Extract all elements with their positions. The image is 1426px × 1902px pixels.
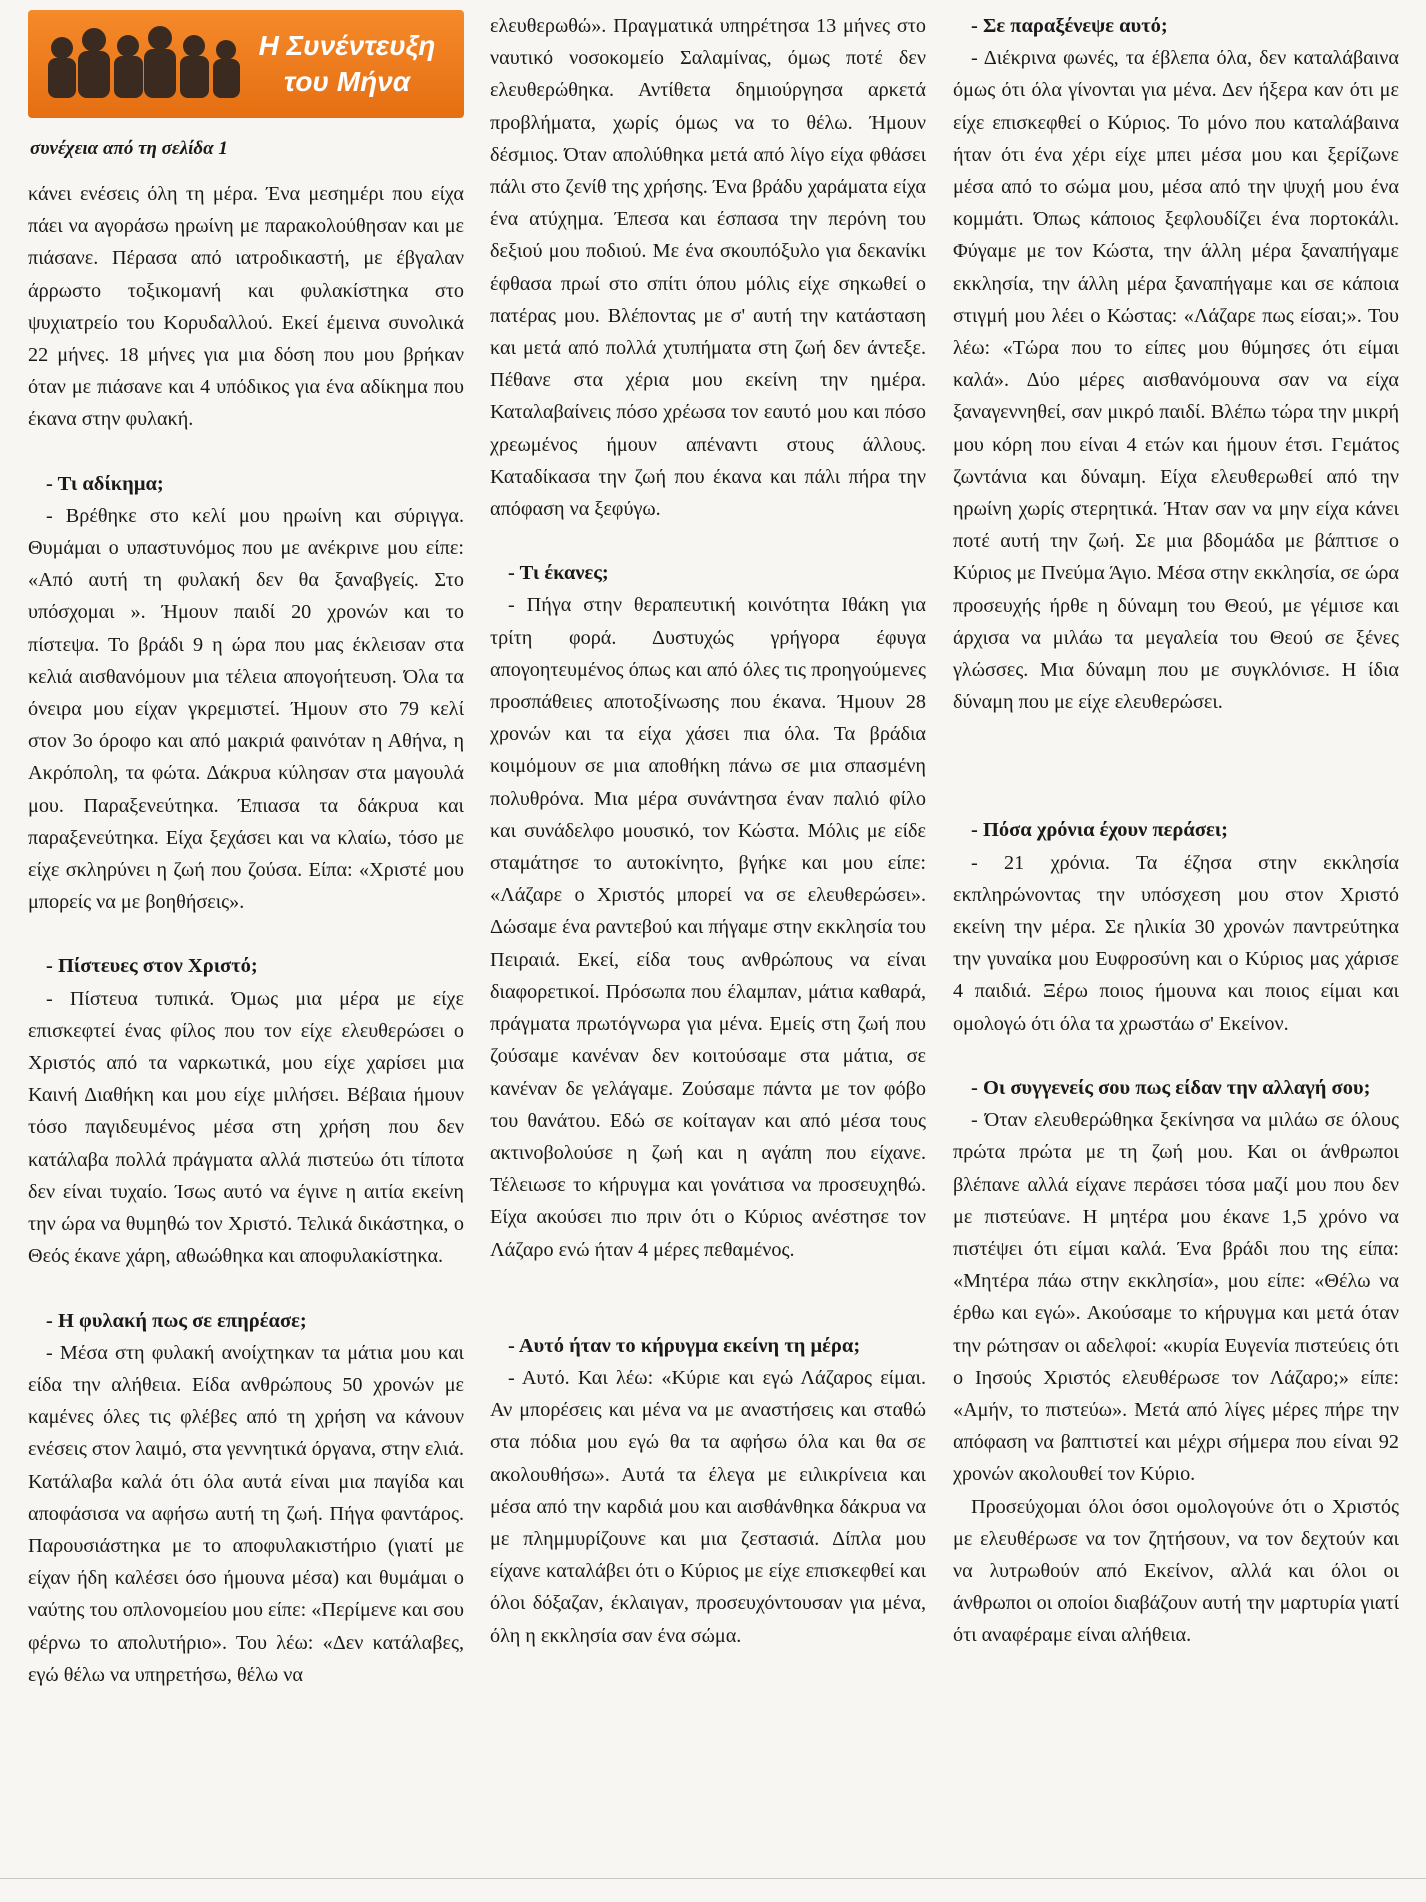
interview-banner: [28, 10, 464, 118]
interview-question: - Σε παραξένεψε αυτό;: [971, 15, 1168, 37]
interview-question: - Τι αδίκημα;: [46, 472, 164, 495]
paragraph-gap: [490, 525, 926, 557]
interview-paragraph: - Αυτό. Και λέω: «Κύριε και εγώ Λάζαρος είμαι. Αν μπορέσεις και μένα να με αναστήσεις και σταθώ στα πόδια μου εγώ θα τα αφήσω όλα και θα σε ακολουθήσω». Αυτά τα έλεγα με ειλικρίνεια και μέσα από την καρδιά μου και αισθάνθηκα δάκρυα να με πλημμυρίζουνε και μια ζεστασιά. Δίπλα μου είχανε καταλάβει ότι ο Κύριος με είχε επισκεφθεί και όλοι δόξαζαν, έκλαιγαν, προσευχόντουσαν για μένα, όλη η εκκλησία σαν ένα σώμα.: [490, 1366, 926, 1647]
interview-question: - Πόσα χρόνια έχουν περάσει;: [971, 819, 1228, 842]
interview-question: - Πίστευες στον Χριστό;: [46, 955, 258, 978]
interview-paragraph: - Πήγα στην θεραπευτική κοινότητα Ιθάκη για τρίτη φορά. Δυστυχώς γρήγορα έφυγα απογοητευμένος όπως και από όλες τις προηγούμενες προσπάθειες αποτοξίνωσης που έκανα. Ήμουν 28 χρονών και τα είχα χάσει πια όλα. Τα βράδια κοιμόμουν σε μια αποθήκη πάνω σε μια σπασμένη πολυθρόνα. Μια μέρα συνάντησα έναν παλιό φίλο και συνάδελφο μουσικό, τον Κώστα. Μόλις με είδε σταμάτησε το αυτοκίνητο, βγήκε και μου είπε: «Λάζαρε ο Χριστός μπορεί να σε ελευθερώσει». Δώσαμε ένα ραντεβού και πήγαμε στην εκκλησία του Πειραιά. Εκεί, είδα τους ανθρώπους να είναι διαφορετικοί. Πρόσωπα που έλαμπαν, μάτια καθαρά, πράγματα πρωτόγνωρα για μένα. Εμείς στη ζωή που ζούσαμε κανέναν δεν κοιτούσαμε στα μάτια, σε κανέναν δε γελάγαμε. Ζούσαμε πάντα με τον φόβο του θανάτου. Εδώ σε κοίταγαν και από μέσα τους ακτινοβολούσε η ζωή και η αγάπη που είχανε. Τέλειωσε το κήρυγμα και γονάτισα να προσευχηθώ. Είχα ακούσει πιο πριν ότι ο Κύριος ανέστησε τον Λάζαρο ενώ ήταν 4 μέρες πεθαμένος.: [490, 594, 926, 1261]
interview-paragraph: κάνει ενέσεις όλη τη μέρα. Ένα μεσημέρι που είχα πάει να αγοράσω ηρωίνη με παρακολούθησαν και με πιάσανε. Πέρασα από ιατροδικαστή, με έβγαλαν άρρωστο τοξικομανή και φυλακίστηκα στο ψυχιατρείο του Κορυδαλλού. Εκεί έμεινα συνολικά 22 μήνες. 18 μήνες για μια δόση που μου βρήκαν όταν με πιάσανε και 4 υπόδικος για ένα αδίκημα που έκανα στην φυλακή.: [28, 183, 464, 431]
footer-rule: [0, 1878, 1426, 1879]
interview-question: - Η φυλακή πως σε επηρέασε;: [46, 1309, 307, 1332]
paragraph-gap: [490, 1266, 926, 1330]
interview-paragraph: - Βρέθηκε στο κελί μου ηρωίνη και σύριγγα. Θυμάμαι ο υπαστυνόμος που με ανέκρινε μου είπε: «Από αυτή τη φυλακή δεν θα ξαναβγείς. Στο υπόσχομαι ». Ήμουν παιδί 20 χρονών και το πίστεψα. Το βράδι 9 η ώρα που μας έκλεισαν στα κελιά αισθανόμουν μια τέλεια απογοήτευση. Όλα τα όνειρα μου είχαν γκρεμιστεί. Ήμουν στο 79 κελί στον 3ο όροφο και από μακριά φαινόταν η Αθήνα, η Ακρόπολη, τα φώτα. Δάκρυα κύλησαν στα μαγουλά μου. Παραξενεύτηκα. Έπιασα τα δάκρυα και παραξενεύτηκα. Είχα ξεχάσει και να κλαίω, τόσο με είχε σκληρύνει η ζωή που ζούσα. Είπα: «Χριστέ μου μπορείς να με βοηθήσεις».: [28, 504, 464, 914]
paragraph-gap: [953, 1040, 1399, 1072]
banner-title-line1: Η Συνέντευξη: [258, 30, 436, 61]
column-1: [28, 178, 464, 1691]
interview-paragraph: - Όταν ελευθερώθηκα ξεκίνησα να μιλάω σε όλους πρώτα πρώτα με τη ζωή μου. Και οι άνθρωποι βλέπανε αλλά είχανε περάσει τόσα μαζί μου που δεν με πιστεύανε. Η μητέρα μου έκανε 1,5 χρόνο να πιστέψει ότι είμαι καλά. Ένα βράδι που της είπα: «Μητέρα πάω στην εκκλησία», μου είπε: «Θέλω να έρθω και εγώ». Ακούσαμε το κήρυγμα και μετά όταν την ρώτησαν οι αδελφοί: «κυρία Ευγενία πιστεύεις ότι ο Ιησούς Χριστός ελευθέρωσε τον Λάζαρο;» είπε: «Αμήν, το πιστεύω». Μετά από λίγες μέρες πήρε την απόφαση να βαπτιστεί και μέχρι σήμερα που είναι 92 χρονών ακολουθεί τον Κύριο.: [953, 1109, 1399, 1486]
people-silhouettes-icon: [42, 22, 252, 108]
banner-title-line2: του Μήνα: [283, 66, 411, 97]
paragraph-gap: [28, 918, 464, 950]
column-3: [953, 10, 1399, 1652]
interview-paragraph: - Πίστευα τυπικά. Όμως μια μέρα με είχε επισκεφτεί ένας φίλος που τον είχε ελευθερώσει ο Χριστός από τα ναρκωτικά, μου είχε χαρίσει μια Καινή Διαθήκη και μου είχε μιλήσει. Βέβαια ήμουν τόσο παγιδευμένος μέσα στη χρήση που δεν κατάλαβα πολλά πράγματα αλλά πιστεύω ότι τίποτα δεν είναι τυχαίο. Ίσως αυτό να έγινε η αιτία εκείνη την ώρα να θυμηθώ τον Χριστό. Τελικά δικάστηκα, ο Θεός έκανε χάρη, αθωώθηκα και αποφυλακίστηκα.: [28, 987, 464, 1268]
column-2: [490, 10, 926, 1652]
paragraph-gap: [28, 436, 464, 468]
paragraph-gap: [28, 1273, 464, 1305]
continued-from-label: συνέχεια από τη σελίδα 1: [30, 138, 228, 159]
paragraph-gap: [953, 718, 1399, 814]
banner-title: [252, 28, 442, 100]
interview-paragraph: Προσεύχομαι όλοι όσοι ομολογούνε ότι ο Χριστός με ελευθέρωσε να τον ζητήσουν, να τον δεχτούν και να λυτρωθούν από Εκείνον, αλλά και όλοι οι άνθρωποι οι οποίοι διαβάζουν αυτή την μαρτυρία γιατί ότι αναφέραμε είναι αλήθεια.: [953, 1495, 1399, 1647]
interview-paragraph: ελευθερωθώ». Πραγματικά υπηρέτησα 13 μήνες στο ναυτικό νοσοκομείο Σαλαμίνας, όμως ποτέ δεν ελευθερώθηκα. Αντίθετα δημιούργησα αρκετά προβλήματα, χωρίς όμως να το θέλω. Ήμουν δέσμιος. Όταν απολύθηκα μετά από λίγο είχα φθάσει πάλι στο ζενίθ της χρήσης. Ένα βράδυ χαράματα είχα ένα ατύχημα. Έπεσα και έσπασα την περόνη του δεξιού μου ποδιού. Με ένα σκουπόξυλο για δεκανίκι έφθασα πρωί στο σπίτι όπου μόλις είχε σηκωθεί ο πατέρας μου. Βλέποντας με σ' αυτή την κατάσταση και μετά από πολλά χτυπήματα στη ζωή δεν άντεξε. Πέθανε στα χέρια μου εκείνη την ημέρα. Καταλαβαίνεις πόσο χρέωσα τον εαυτό μου και πόσο χρεωμένος ήμουν απέναντι στους άλλους. Καταδίκασα την ζωή που έκανα και πάλι πήρα την απόφαση να ξεφύγω.: [490, 15, 926, 521]
interview-question: - Οι συγγενείς σου πως είδαν την αλλαγή σου;: [971, 1076, 1371, 1099]
interview-question: - Αυτό ήταν το κήρυγμα εκείνη τη μέρα;: [508, 1334, 861, 1357]
interview-paragraph: - Διέκρινα φωνές, τα έβλεπα όλα, δεν καταλάβαινα όμως ότι όλα γίνονται για μένα. Δεν ήξερα καν ότι με είχε επισκεφθεί ο Κύριος. Το μόνο που καταλάβαινα ήταν ότι ένα χέρι είχε μπει μέσα μου και ξερίζωνε μέσα από το σώμα μου, μέσα από την ψυχή μου ένα κομμάτι. Όπως κάποιος ξεφλουδίζει ένα πορτοκάλι. Φύγαμε με τον Κώστα, την άλλη μέρα ξαναπήγαμε εκκλησία, την άλλη μέρα ξαναπήγαμε και σε κάποια στιγμή μου λέει ο Κώστας: «Λάζαρε πως είσαι;». Του λέω: «Τώρα που το είπες μου θύμησες ότι είμαι καλά». Δύο μέρες αισθανόμουνα σαν να είχα ξαναγεννηθεί, σαν μικρό παιδί. Βλέπω τώρα την μικρή μου κόρη που είναι 4 ετών και ήμουν έτσι. Γεμάτος ζωντάνια και δύναμη. Είχα ελευθερωθεί από την ηρωίνη χωρίς στερητικά. Ήταν σαν να μην είχα κάνει ποτέ αυτή την ζωή. Σε μια βδομάδα με βάπτισε ο Κύριος με Πνεύμα Άγιο. Μέσα στην εκκλησία, σε ώρα προσευχής ήρθε η δύναμη του Θεού, με γέμισε και άρχισα να μιλάω τα μεγαλεία του Θεού σε ξένες γλώσσες. Μια δύναμη που με συγκλόνισε. Η ίδια δύναμη που με είχε ελευθερώσει.: [953, 47, 1399, 714]
interview-paragraph: - Μέσα στη φυλακή ανοίχτηκαν τα μάτια μου και είδα την αλήθεια. Είδα ανθρώπους 50 χρονών με καμένες όλες τις φλέβες από τη χρήση να κάνουν ενέσεις στον λαιμό, στα γεννητικά όργανα, στην ελιά. Κατάλαβα καλά ότι όλα αυτά είναι μια παγίδα και αποφάσισα να αφήσω αυτή τη ζωή. Πήγα φαντάρος. Παρουσιάστηκα με το αποφυλακιστήριο (γιατί με είχαν ήδη καλέσει όσο ήμουνα μέσα) και θυμάμαι ο ναύτης του οπλονομείου μου είπε: «Περίμενε και σου φέρνω το απολυτήριο». Του λέω: «Δεν κατάλαβες, εγώ θέλω να υπηρετήσω, θέλω να: [28, 1341, 464, 1686]
interview-question: - Τι έκανες;: [508, 562, 609, 585]
interview-paragraph: - 21 χρόνια. Τα έζησα στην εκκλησία εκπληρώνοντας την υπόσχεση μου στον Χριστό εκείνη την μέρα. Σε ηλικία 30 χρονών παντρεύτηκα την γυναίκα μου Ευφροσύνη και ο Κύριος μας χάρισε 4 παιδιά. Ξέρω ποιος ήμουνα και ποιος είμαι και ομολογώ ότι όλα τα χρωστάω σ' Εκείνον.: [953, 851, 1399, 1035]
